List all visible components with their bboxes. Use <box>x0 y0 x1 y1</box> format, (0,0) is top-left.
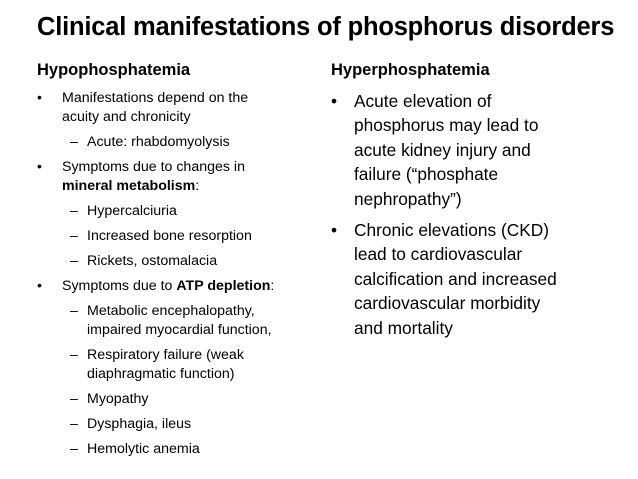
bullet-item <box>37 89 322 127</box>
bullet-text: cardiovascular morbidity <box>354 293 541 314</box>
sub-item <box>37 415 322 434</box>
bullet-marker: • <box>37 278 42 294</box>
hypophosphatemia-list <box>37 89 322 465</box>
hypophosphatemia-heading: Hypophosphatemia <box>37 61 191 79</box>
sub-item-text: Acute: rhabdomyolysis <box>87 134 230 150</box>
bullet-marker: • <box>331 220 338 241</box>
sub-item <box>37 390 322 409</box>
bullet-item <box>331 89 631 211</box>
sub-item-text: impaired myocardial function, <box>87 322 272 338</box>
sub-item <box>37 252 322 271</box>
sub-item <box>37 346 322 384</box>
punctuation: : <box>195 178 200 194</box>
sub-item-text: Increased bone resorption <box>87 228 252 244</box>
bullet-text: Symptoms due to changes in <box>62 159 245 175</box>
bullet-text: Manifestations depend on the <box>62 90 249 106</box>
bullet-item <box>331 218 631 340</box>
bullet-item <box>37 277 322 296</box>
sub-item-text: Dysphagia, ileus <box>87 416 192 432</box>
bullet-marker: • <box>37 159 42 175</box>
emphasis-text: ATP depletion <box>176 278 271 294</box>
bullet-marker: • <box>331 91 338 111</box>
sub-item-text: Hemolytic anemia <box>87 441 200 457</box>
sub-item <box>37 302 322 340</box>
sub-item-text: diaphragmatic function) <box>87 366 235 382</box>
bullet-text-line <box>62 277 322 296</box>
slide-title: Clinical manifestations of phosphorus disorders <box>37 13 615 41</box>
bullet-text-line <box>62 177 322 196</box>
hyperphosphatemia-heading: Hyperphosphatemia <box>331 61 490 79</box>
bullet-text: Symptoms due to <box>62 278 177 294</box>
sub-item <box>37 227 322 246</box>
sub-item-text: Hypercalciuria <box>87 203 177 219</box>
dash-marker: – <box>70 134 78 150</box>
sub-item-text: Myopathy <box>87 391 149 407</box>
bullet-text: and mortality <box>354 317 453 338</box>
dash-marker: – <box>70 391 78 407</box>
sub-item <box>37 202 322 221</box>
sub-item <box>37 133 322 152</box>
bullet-text: acuity and chronicity <box>62 109 191 125</box>
sub-item-text: Respiratory failure (weak <box>87 347 244 363</box>
bullet-text: calcification and increased <box>354 268 557 289</box>
punctuation: : <box>270 278 275 294</box>
dash-marker: – <box>70 253 78 269</box>
dash-marker: – <box>70 203 78 219</box>
bullet-text: lead to cardiovascular <box>354 244 523 265</box>
dash-marker: – <box>70 416 78 432</box>
bullet-text: Acute elevation of <box>354 91 492 111</box>
hyperphosphatemia-list <box>331 89 631 347</box>
dash-marker: – <box>70 228 78 244</box>
sub-item-text: Rickets, ostomalacia <box>87 253 218 269</box>
dash-marker: – <box>70 441 78 457</box>
sub-item-text: Metabolic encephalopathy, <box>87 303 255 319</box>
emphasis-text: mineral metabolism <box>62 178 196 194</box>
dash-marker: – <box>70 347 78 363</box>
bullet-text: acute kidney injury and <box>354 139 531 160</box>
bullet-text: nephropathy”) <box>354 188 462 209</box>
bullet-text: Chronic elevations (CKD) <box>354 220 549 241</box>
bullet-text: phosphorus may lead to <box>354 115 539 136</box>
sub-item <box>37 440 322 459</box>
dash-marker: – <box>70 303 78 319</box>
bullet-text: failure (“phosphate <box>354 164 499 185</box>
bullet-marker: • <box>37 90 42 106</box>
bullet-item <box>37 158 322 196</box>
